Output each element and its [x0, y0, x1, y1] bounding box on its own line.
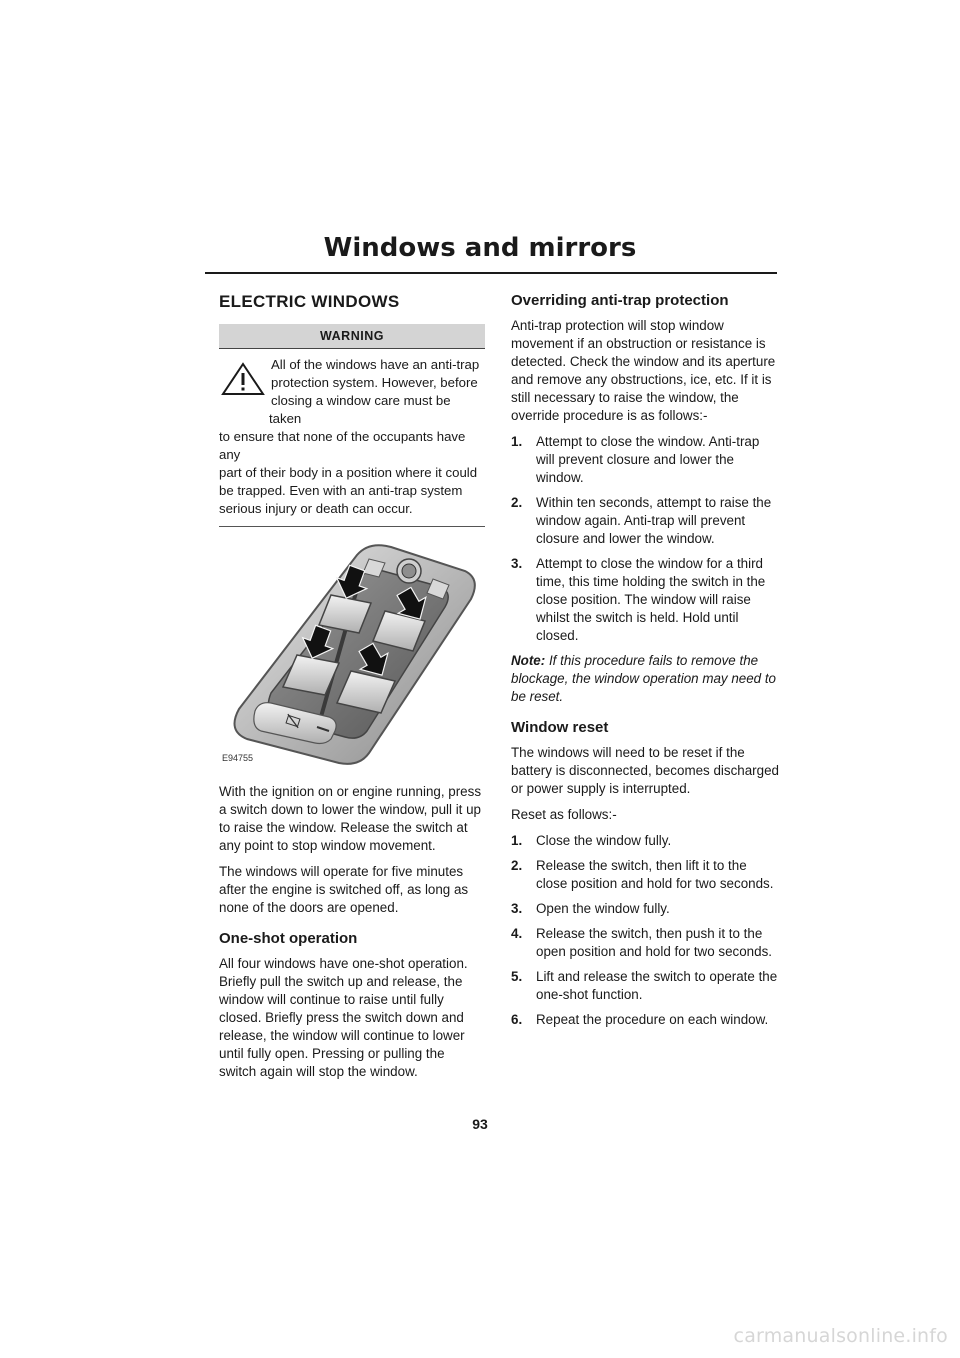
- paragraph: With the ignition on or engine running, press a switch down to lower the window, pull it up to raise the window. Release the switch at any point to stop window movement.: [219, 784, 482, 853]
- step-text: Within ten seconds, attempt to raise the window again. Anti-trap will prevent closure and lower the window.: [536, 495, 772, 546]
- watermark: carmanualsonline.info: [733, 1325, 948, 1347]
- paragraph: Anti-trap protection will stop window movement if an obstruction or resistance is detected. Check the window and its aperture and remove any obstructions, ice, etc. If it is still necessary to raise the window, the override procedure is as follows:-: [511, 318, 776, 423]
- step-number: 6.: [511, 1012, 523, 1027]
- step-number: 1.: [511, 434, 523, 449]
- list-item: [511, 857, 779, 893]
- window-switch-panel-illustration: [219, 541, 485, 771]
- paragraph: The windows will operate for five minutes after the engine is switched off, as long as none of the doors are opened.: [219, 864, 469, 915]
- step-number: 5.: [511, 969, 523, 984]
- step-text: Release the switch, then push it to the open position and hold for two seconds.: [536, 926, 772, 959]
- step-number: 2.: [511, 495, 523, 510]
- step-text: Attempt to close the window for a third time, this time holding the switch in the close position. The window will raise whilst the switch is held. Hold until closed.: [536, 556, 766, 643]
- title-rule: [205, 272, 777, 274]
- step-text: Open the window fully.: [536, 901, 670, 916]
- list-item: [511, 832, 779, 850]
- left-column: [219, 291, 485, 1089]
- warning-line: protection system. However, before: [271, 375, 478, 390]
- subheading-one-shot: One-shot operation: [219, 930, 358, 947]
- step-text: Lift and release the switch to operate the one-shot function.: [536, 969, 778, 1002]
- warning-line: part of their body in a position where it could: [219, 465, 478, 480]
- warning-box: [219, 324, 485, 527]
- reset-steps: [511, 832, 779, 1029]
- note-text: If this procedure fails to remove the blockage, the window operation may need to be reset.: [511, 653, 777, 704]
- warning-label: WARNING: [219, 324, 485, 349]
- override-steps: [511, 433, 779, 645]
- warning-line: to ensure that none of the occupants have any: [219, 429, 466, 462]
- paragraph: All four windows have one-shot operation. Briefly pull the switch up and release, the window will continue to raise until fully closed. Briefly press the switch down and release, the window will continue to lower until fully open. Pressing or pulling the switch again will stop the window.: [219, 956, 468, 1079]
- list-item: [511, 555, 779, 645]
- section-heading-electric-windows: ELECTRIC WINDOWS: [219, 292, 400, 311]
- list-item: [511, 433, 779, 487]
- subheading-overriding-anti-trap: Overriding anti-trap protection: [511, 292, 729, 309]
- note: [511, 652, 779, 706]
- list-item: [511, 494, 779, 548]
- step-number: 4.: [511, 926, 523, 941]
- warning-triangle-icon: [221, 362, 265, 396]
- list-item: [511, 968, 779, 1004]
- window-switch-figure: [219, 541, 485, 771]
- subheading-window-reset: Window reset: [511, 719, 609, 736]
- list-item: [511, 1011, 779, 1029]
- warning-line: serious injury or death can occur.: [219, 501, 413, 516]
- paragraph: Reset as follows:-: [511, 807, 617, 822]
- step-number: 3.: [511, 556, 523, 571]
- step-text: Repeat the procedure on each window.: [536, 1012, 769, 1027]
- warning-line: closing a window care must be taken: [269, 393, 451, 426]
- step-text: Release the switch, then lift it to the close position and hold for two seconds.: [536, 858, 774, 891]
- step-text: Attempt to close the window. Anti-trap will prevent closure and lower the window.: [536, 434, 760, 485]
- page-number: 93: [472, 1116, 488, 1132]
- warning-line: be trapped. Even with an anti-trap system: [219, 483, 463, 498]
- page-title: Windows and mirrors: [323, 233, 637, 263]
- right-column: [511, 291, 779, 1036]
- paragraph: The windows will need to be reset if the battery is disconnected, becomes discharged or power supply is interrupted.: [511, 745, 779, 796]
- step-number: 2.: [511, 858, 523, 873]
- warning-text: [219, 349, 485, 518]
- note-label: Note:: [511, 653, 546, 668]
- figure-code: E94755: [222, 753, 254, 763]
- list-item: [511, 900, 779, 918]
- step-number: 1.: [511, 833, 523, 848]
- step-number: 3.: [511, 901, 523, 916]
- list-item: [511, 925, 779, 961]
- step-text: Close the window fully.: [536, 833, 672, 848]
- warning-line: All of the windows have an anti-trap: [271, 357, 480, 372]
